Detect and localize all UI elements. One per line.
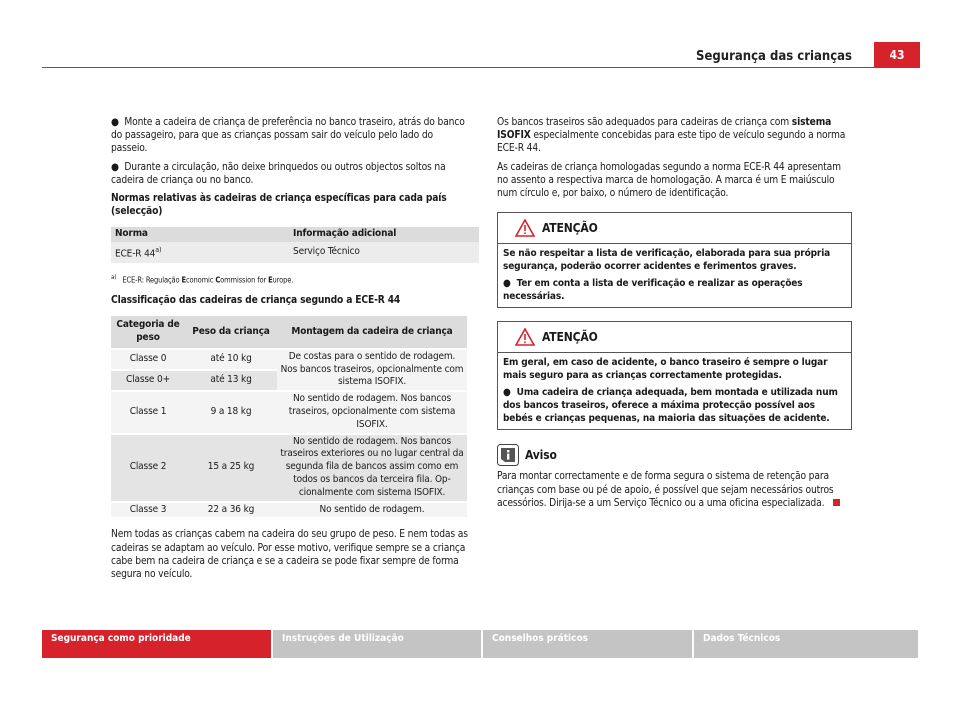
table-header: Montagem da cadeira de criança (277, 316, 467, 349)
info-icon (497, 444, 519, 466)
table-header: Peso da criança (185, 316, 277, 349)
table-header: Informação adicional (289, 227, 479, 242)
left-column (111, 116, 468, 586)
warning-label: ATENÇÃO (542, 330, 598, 345)
table-row (111, 349, 467, 370)
right-column (497, 116, 852, 515)
table-cell: 9 a 18 kg (185, 391, 277, 433)
table-cell: No sentido de rodagem. Nos bancos traseiros, opcionalmente com sistema ISOFIX. (277, 391, 467, 433)
notice-header (497, 444, 852, 466)
table-cell: até 13 kg (185, 370, 277, 391)
class-heading: Classificação das cadeiras de criança segundo a ECE-R 44 (111, 295, 401, 307)
header-rule (42, 67, 918, 68)
warning-header (498, 213, 851, 244)
table-cell: Classe 3 (111, 502, 185, 519)
table-cell: Serviço Técnico (289, 242, 479, 263)
table-row (111, 242, 479, 263)
bullet-paragraph: ● Monte a cadeira de criança de preferência no banco traseiro, atrás do banco do passageiro, para que as crianças possam sair do veículo pelo lado do passeio. (111, 117, 465, 155)
footer-tab-safety[interactable]: Segurança como prioridade (42, 630, 271, 658)
notice-label: Aviso (525, 448, 557, 463)
table-cell: Classe 2 (111, 434, 185, 502)
table-cell: Classe 1 (111, 391, 185, 433)
table-row (111, 502, 467, 519)
page-number: 43 (874, 42, 920, 68)
table-cell: Classe 0 (111, 349, 185, 370)
warning-box (497, 321, 852, 430)
end-marker-icon (833, 499, 840, 506)
table-header: Categoria de peso (111, 316, 185, 349)
table-cell: No sentido de rodagem. Nos bancos traseiros exteriores ou no lugar central da segunda fila de bancos assim como em todos os bancos da terceira fila. Opcionalmente com sistema ISOFIX. (277, 434, 467, 502)
table-row (111, 434, 467, 502)
footnote: $^{a)}$ ECE-R: Regulação Economic Commission for Europe. (111, 274, 294, 285)
warning-body: Se não respeitar a lista de verificação, elaborada para sua própria segurança, poderão ocorrer acidentes e ferimentos graves. ● Ter em conta a lista de verificação e realizar as operações necessárias. (503, 248, 831, 302)
isofix-paragraph: Os bancos traseiros são adequados para cadeiras de criança com sistema ISOFIX especialmente concebidas para este tipo de veículo segundo a norma ECE-R 44. (497, 117, 846, 155)
homologation-paragraph: As cadeiras de criança homologadas segundo a norma ECE-R 44 apresentam no assento a respectiva marca de homologação. A marca é um E maiúsculo num círculo e, por baixo, o número de identificação. (497, 161, 841, 200)
norms-heading: Normas relativas às cadeiras de criança específicas para cada país (selecção) (111, 193, 447, 218)
table-row (111, 391, 467, 433)
table-cell: Classe 0+ (111, 370, 185, 391)
closing-paragraph: Nem todas as crianças cabem na cadeira do seu grupo de peso. E nem todas as cadeiras se adaptam ao veículo. Por esse motivo, verifique sempre se a criança cabe bem na cadeira de criança e se a cadeira se pode fixar sempre de forma segura no veículo. (111, 529, 468, 581)
table-header: Norma (111, 227, 289, 242)
bullet-paragraph: ● Durante a circulação, não deixe brinquedos ou outros objectos soltos na cadeira de criança ou no banco. (111, 161, 446, 186)
warning-label: ATENÇÃO (542, 221, 598, 236)
table-cell: 22 a 36 kg (185, 502, 277, 519)
table-cell: até 10 kg (185, 349, 277, 370)
footer-tab-technical[interactable]: Dados Técnicos (694, 630, 918, 658)
notice-text: Para montar correctamente e de forma segura o sistema de retenção para crianças com base ou pé de apoio, é possível que sejam necessários outros acessórios. Dirija-se a um Serviço Técnico ou a uma oficina especializada. (497, 470, 852, 510)
table-cell: De costas para o sentido de rodagem. Nos bancos traseiros, opcionalmente com sistema ISOFIX. (277, 349, 467, 391)
warning-box (497, 212, 852, 308)
table-cell: ECE-R 44$^{a)}$ (111, 242, 289, 263)
footer-tab-instructions[interactable]: Instruções de Utilização (273, 630, 481, 658)
table-cell: 15 a 25 kg (185, 434, 277, 502)
norms-table (111, 227, 479, 263)
chapter-title: Segurança das crianças (696, 49, 852, 64)
class-table (111, 316, 467, 519)
warning-header (498, 322, 851, 353)
table-cell: No sentido de rodagem. (277, 502, 467, 519)
warning-triangle-icon (515, 219, 535, 237)
warning-triangle-icon (515, 328, 535, 346)
warning-body: Em geral, em caso de acidente, o banco traseiro é sempre o lugar mais seguro para as crianças correctamente protegidas. ● Uma cadeira de criança adequada, bem montada e utilizada num dos bancos traseiros, oferece a máxima protecção possível aos bebés e crianças pequenas, na maioria das situações de acidente. (503, 357, 838, 424)
footer-tab-tips[interactable]: Conselhos práticos (483, 630, 692, 658)
